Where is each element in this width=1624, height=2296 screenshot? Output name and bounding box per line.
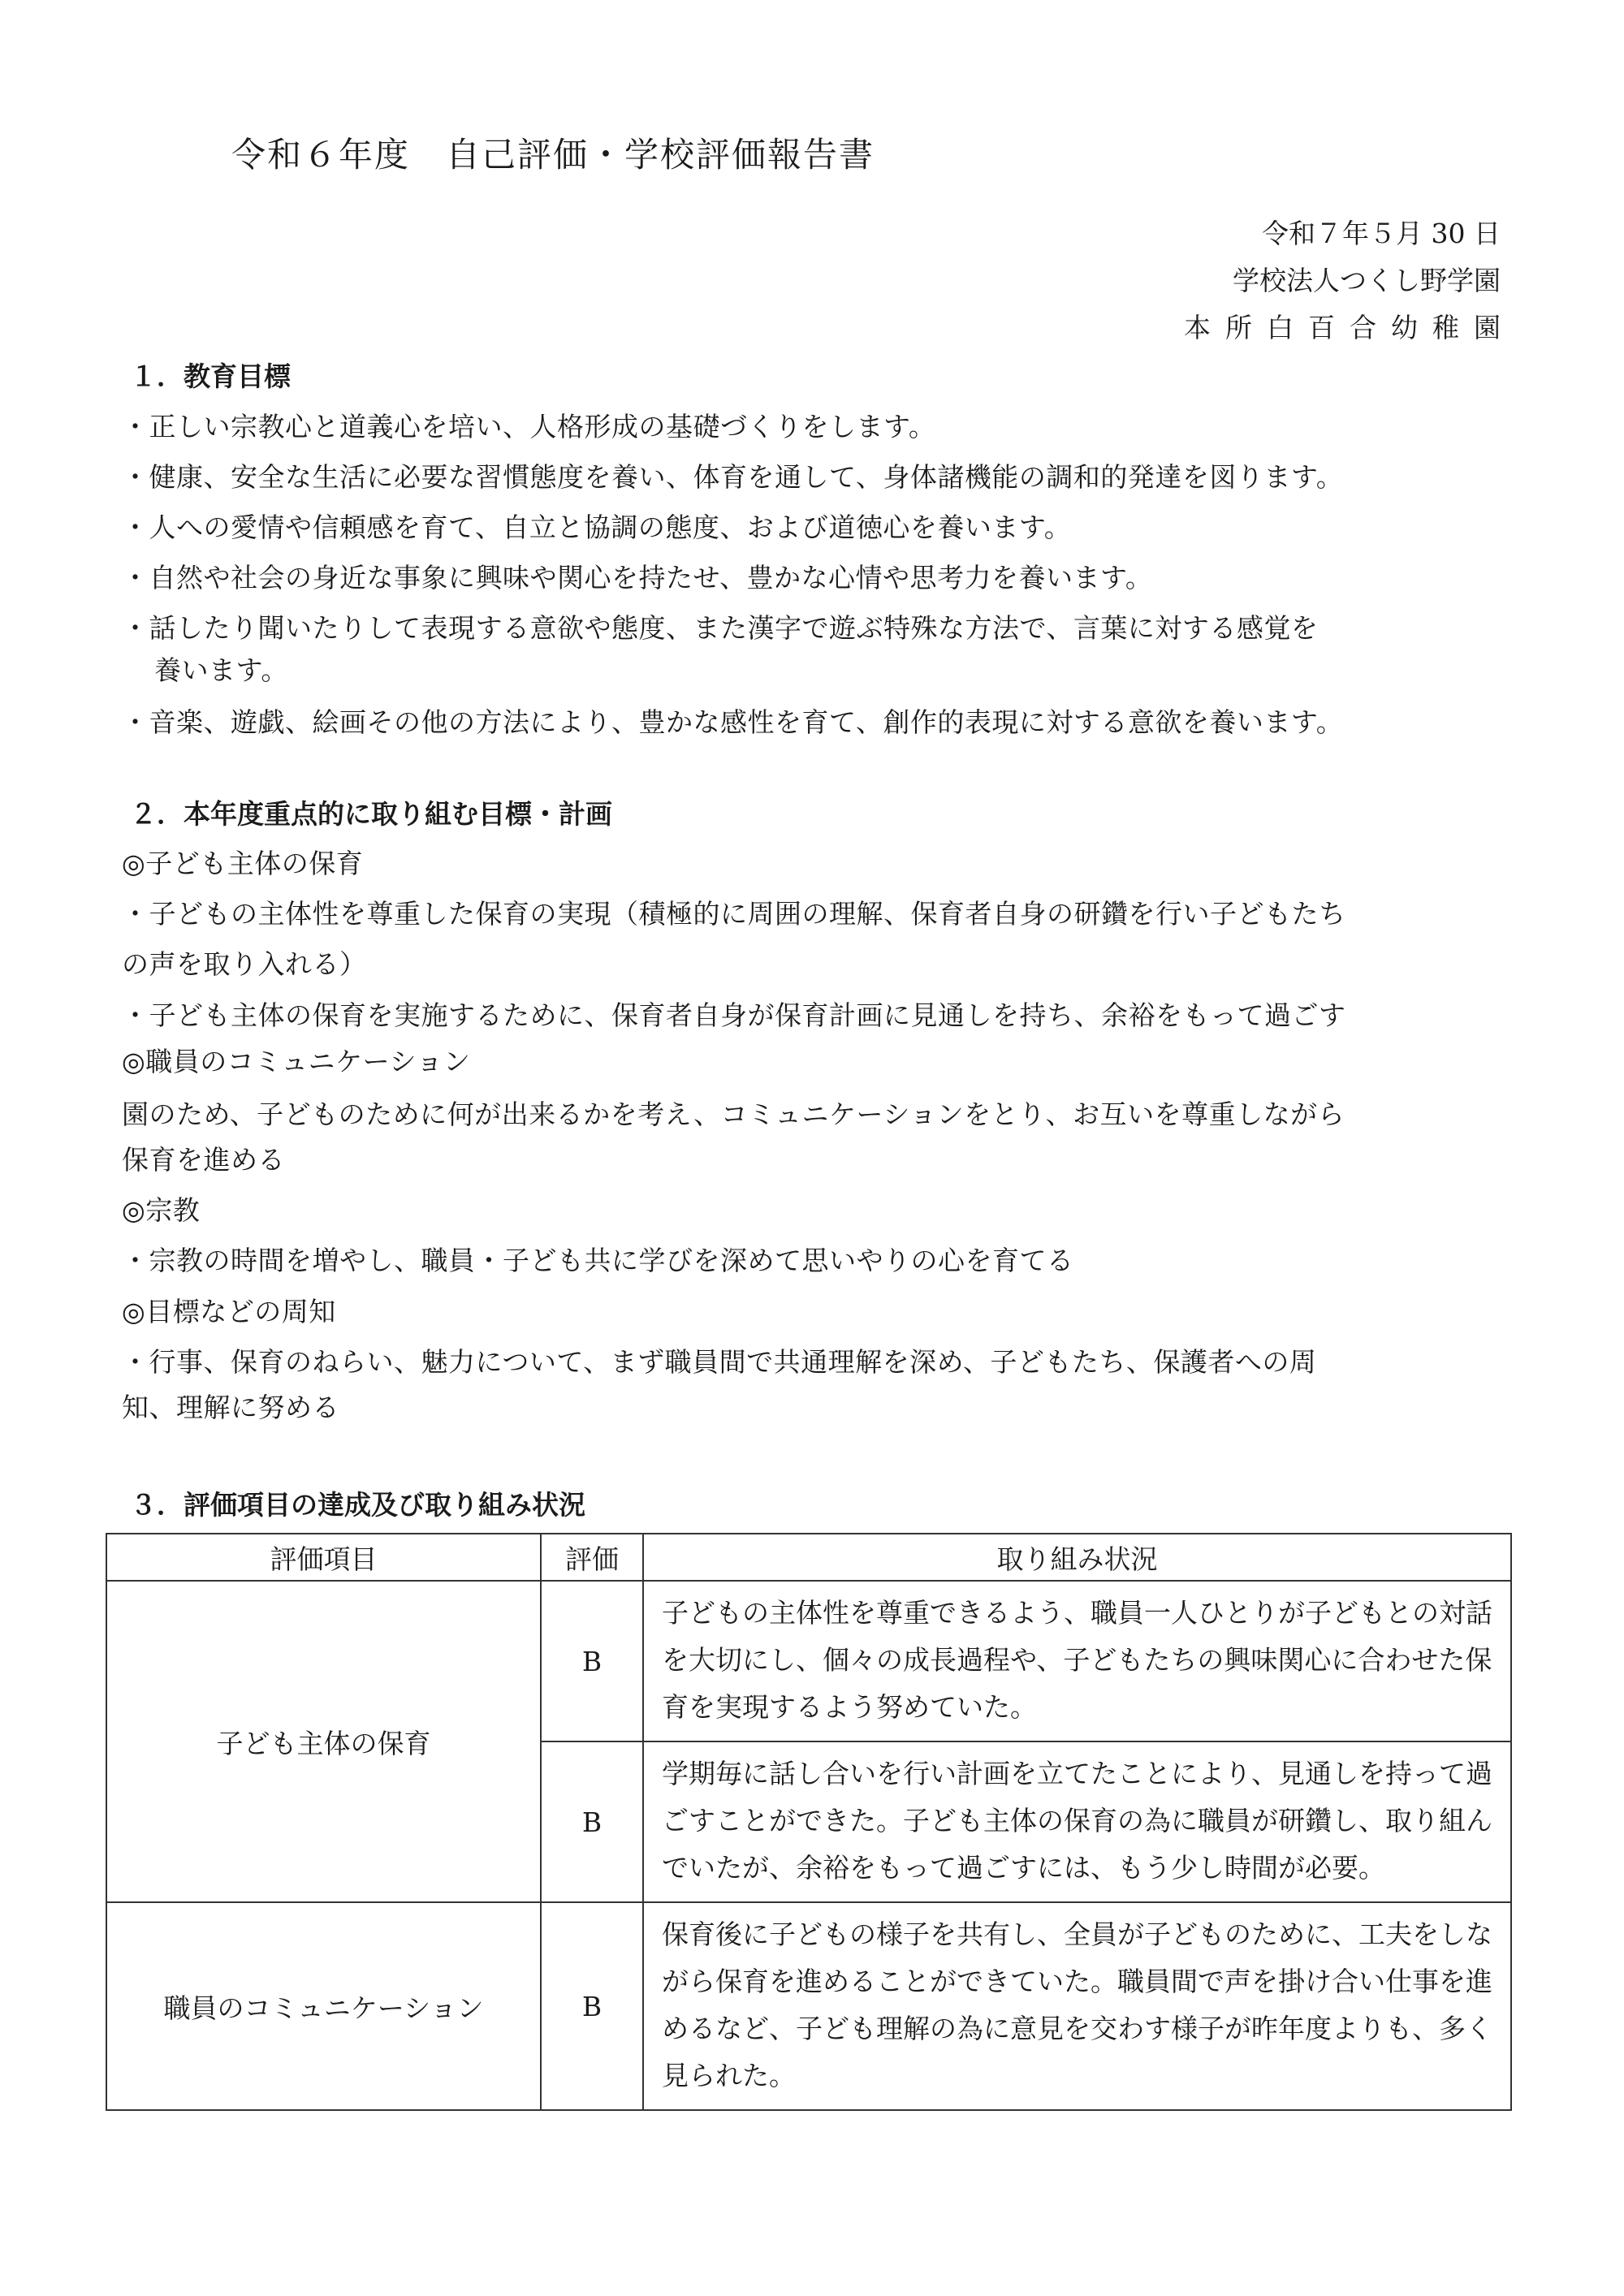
grade-cell: B xyxy=(541,1741,643,1902)
plan-line: ◎職員のコミュニケーション xyxy=(122,1046,471,1077)
table-row xyxy=(106,1902,1511,2110)
section-2-heading: ２．本年度重点的に取り組む目標・計画 xyxy=(130,798,612,830)
goal-line: 養います。 xyxy=(154,654,288,686)
plan-line: ◎子ども主体の保育 xyxy=(122,848,364,879)
table-header-row xyxy=(106,1534,1511,1581)
corporation-name: 学校法人つくし野学園 xyxy=(1233,265,1501,296)
status-cell: 子どもの主体性を尊重できるよう、職員一人ひとりが子どもとの対話を大切にし、個々の成長過程や、子どもたちの興味関心に合わせた保育を実現するよう努めていた。 xyxy=(643,1581,1511,1741)
grade-cell: B xyxy=(541,1902,643,2110)
header-status: 取り組み状況 xyxy=(643,1534,1511,1581)
table-row xyxy=(106,1581,1511,1741)
goal-line: ・話したり聞いたりして表現する意欲や態度、また漢字で遊ぶ特殊な方法で、言葉に対する感覚を xyxy=(122,612,1319,644)
plan-line: ・行事、保育のねらい、魅力について、まず職員間で共通理解を深め、子どもたち、保護者への周 xyxy=(122,1346,1317,1378)
plan-line: 知、理解に努める xyxy=(122,1392,339,1423)
kindergarten-name: 本所白百合幼稚園 xyxy=(1184,312,1515,343)
section-3-heading: ３．評価項目の達成及び取り組み状況 xyxy=(130,1489,585,1521)
header-grade: 評価 xyxy=(541,1534,643,1581)
grade-cell: B xyxy=(541,1581,643,1741)
goal-line: ・音楽、遊戯、絵画その他の方法により、豊かな感性を育て、創作的表現に対する意欲を養います。 xyxy=(122,706,1344,738)
item-cell: 職員のコミュニケーション xyxy=(106,1902,541,2110)
header-item: 評価項目 xyxy=(106,1534,541,1581)
goal-line: ・人への愛情や信頼感を育て、自立と協調の態度、および道徳心を養います。 xyxy=(122,511,1072,543)
status-cell: 学期毎に話し合いを行い計画を立てたことにより、見通しを持って過ごすことができた。子ども主体の保育の為に職員が研鑽し、取り組んでいたが、余裕をもって過ごすには、もう少し時間が必要。 xyxy=(643,1741,1511,1902)
status-cell: 保育後に子どもの様子を共有し、全員が子どものために、工夫をしながら保育を進めることができていた。職員間で声を掛け合い仕事を進めるなど、子ども理解の為に意見を交わす様子が昨年度よりも、多く見られた。 xyxy=(643,1902,1511,2110)
plan-line: ◎目標などの周知 xyxy=(122,1296,336,1327)
section-1-heading: １．教育目標 xyxy=(130,360,291,392)
plan-line: ・子どもの主体性を尊重した保育の実現（積極的に周囲の理解、保育者自身の研鑽を行い子どもたち xyxy=(122,898,1346,930)
plan-line: ◎宗教 xyxy=(122,1194,201,1226)
page-title: 令和６年度 自己評価・学校評価報告書 xyxy=(231,135,875,175)
report-date: 令和７年５月 30 日 xyxy=(1262,218,1501,249)
plan-line: の声を取り入れる） xyxy=(122,948,367,980)
goal-line: ・自然や社会の身近な事象に興味や関心を持たせ、豊かな心情や思考力を養います。 xyxy=(122,562,1153,593)
plan-line: 保育を進める xyxy=(122,1144,285,1176)
plan-line: ・宗教の時間を増やし、職員・子ども共に学びを深めて思いやりの心を育てる xyxy=(122,1245,1074,1276)
goal-line: ・正しい宗教心と道義心を培い、人格形成の基礎づくりをします。 xyxy=(122,411,936,442)
plan-line: 園のため、子どものために何が出来るかを考え、コミュニケーションをとり、お互いを尊重しながら xyxy=(122,1098,1345,1130)
evaluation-table xyxy=(106,1533,1512,2111)
plan-line: ・子ども主体の保育を実施するために、保育者自身が保育計画に見通しを持ち、余裕をもって過ごす xyxy=(122,999,1346,1031)
goal-line: ・健康、安全な生活に必要な習慣態度を養い、体育を通して、身体諸機能の調和的発達を図ります。 xyxy=(122,461,1344,493)
item-cell: 子ども主体の保育 xyxy=(106,1581,541,1902)
